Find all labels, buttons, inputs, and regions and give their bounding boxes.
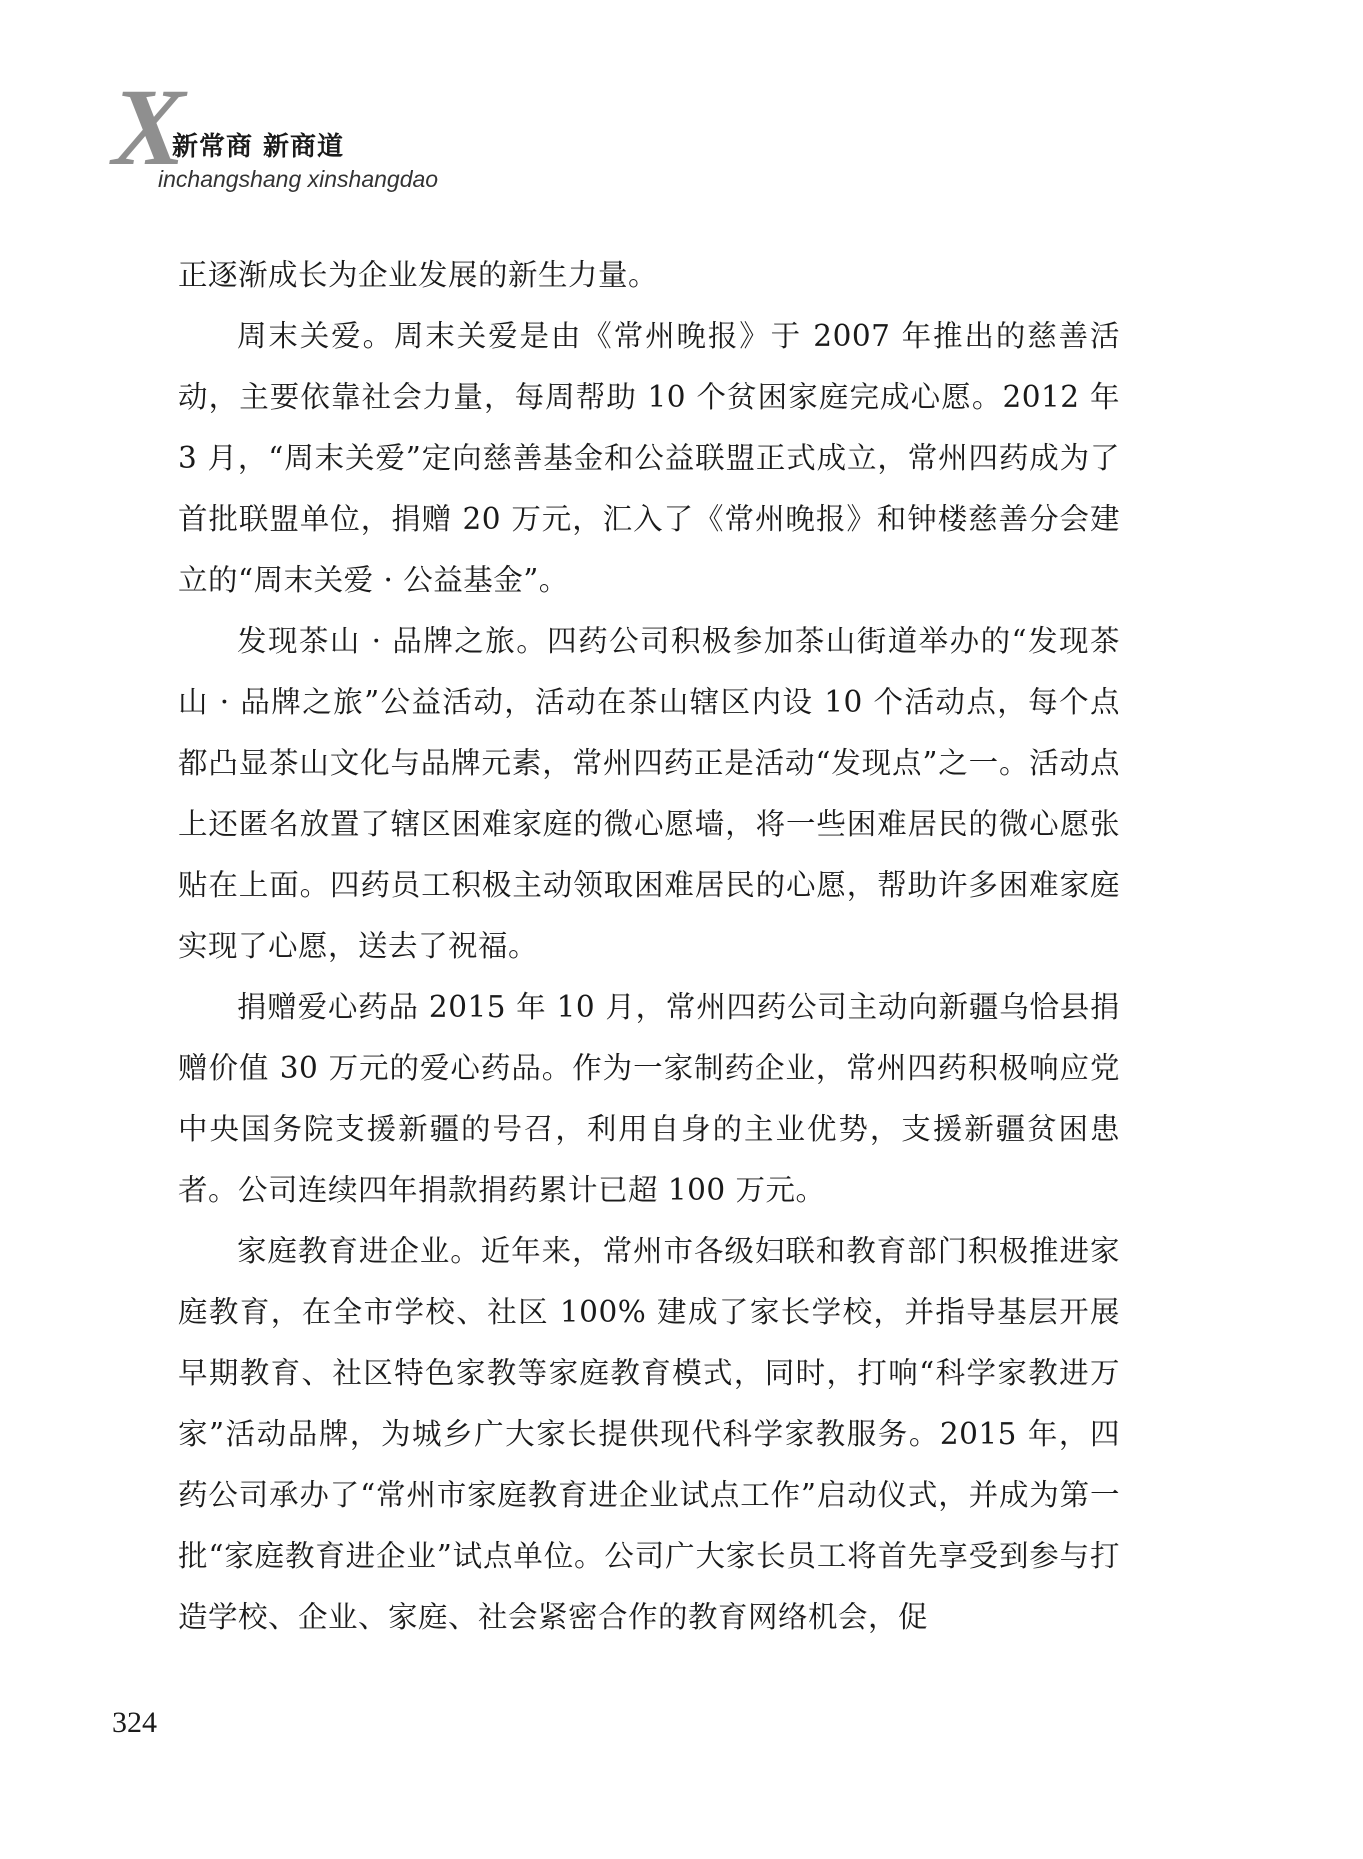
- paragraph-family-education: 家庭教育进企业。近年来，常州市各级妇联和教育部门积极推进家庭教育，在全市学校、社区 100% 建成了家长学校，并指导基层开展早期教育、社区特色家教等家庭教育模式，同时，打响“科学家教进万家”活动品牌，为城乡广大家长提供现代科学家教服务。2015 年，四药公司承办了“常州市家庭教育进企业试点工作”启动仪式，并成为第一批“家庭教育进企业”试点单位。公司广大家长员工将首先享受到参与打造学校、企业、家庭、社会紧密合作的教育网络机会，促: [178, 1234, 1120, 1634]
- header-title-chinese: 新常商 新商道: [172, 132, 345, 162]
- paragraph-continuation: 正逐渐成长为企业发展的新生力量。: [178, 258, 659, 292]
- paragraph-weekend-care: 周末关爱。周末关爱是由《常州晚报》于 2007 年推出的慈善活动，主要依靠社会力量，每周帮助 10 个贫困家庭完成心愿。2012 年 3 月，“周末关爱”定向慈善基金和公益联盟正式成立，常州四药成为了首批联盟单位，捐赠 20 万元，汇入了《常州晚报》和钟楼慈善分会建立的“周末关爱 · 公益基金”。: [178, 319, 1120, 597]
- logo-letter-x: X: [112, 66, 186, 188]
- paragraph-discover-chashan: 发现茶山 · 品牌之旅。四药公司积极参加茶山街道举办的“发现茶山 · 品牌之旅”公益活动，活动在茶山辖区内设 10 个活动点，每个点都凸显茶山文化与品牌元素，常州四药正是活动“发现点”之一。活动点上还匿名放置了辖区困难家庭的微心愿墙，将一些困难居民的微心愿张贴在上面。四药员工积极主动领取困难居民的心愿，帮助许多困难家庭实现了心愿，送去了祝福。: [178, 624, 1120, 963]
- page-number: 324: [112, 1706, 157, 1739]
- header-title-pinyin: inchangshang xinshangdao: [158, 166, 439, 192]
- running-header: [112, 66, 439, 200]
- body-text: [178, 245, 1120, 1648]
- paragraph-medicine-donation: 捐赠爱心药品 2015 年 10 月，常州四药公司主动向新疆乌恰县捐赠价值 30 万元的爱心药品。作为一家制药企业，常州四药积极响应党中央国务院支援新疆的号召，利用自身的主业优势，支援新疆贫困患者。公司连续四年捐款捐药累计已超 100 万元。: [178, 990, 1120, 1207]
